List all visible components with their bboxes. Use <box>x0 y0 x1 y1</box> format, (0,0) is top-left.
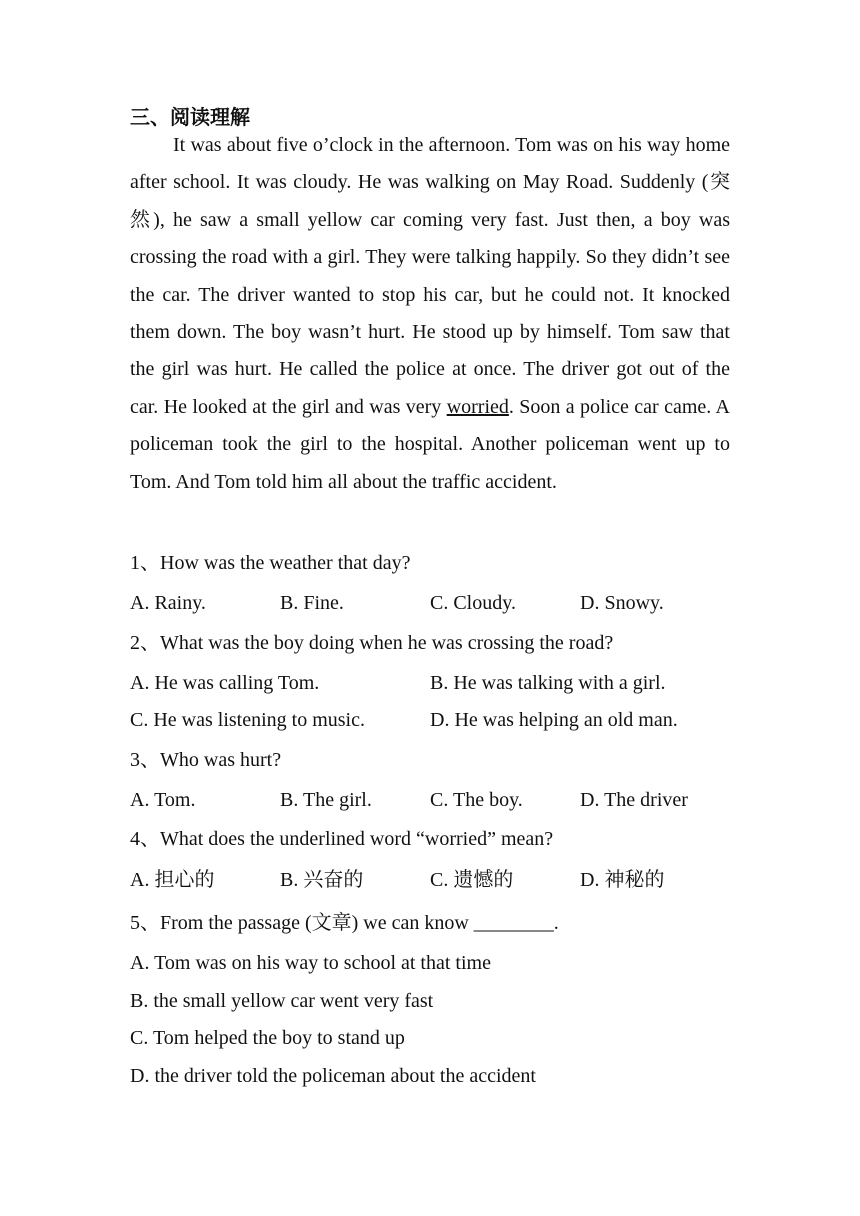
q5-option-d: D. the driver told the policeman about the accident <box>130 1065 536 1087</box>
question-4: 4、What does the underlined word “worried” mean? <box>130 828 554 850</box>
passage-text-part2: . Soon a police car came. A policeman took the girl to the hospital. Another policeman went up to Tom. And Tom told him all about the traffic accident. <box>130 395 730 493</box>
q3-option-b: B. The girl. <box>280 789 372 811</box>
q3-option-c: C. The boy. <box>430 789 523 811</box>
question-1: 1、How was the weather that day? <box>130 552 411 574</box>
q4-option-d: D. 神秘的 <box>580 869 665 891</box>
q1-option-c: C. Cloudy. <box>430 592 516 614</box>
q5-option-b: B. the small yellow car went very fast <box>130 990 434 1012</box>
q1-option-b: B. Fine. <box>280 592 344 614</box>
q3-option-d: D. The driver <box>580 789 688 811</box>
q3-option-a: A. Tom. <box>130 789 196 811</box>
reading-passage <box>130 127 730 501</box>
passage-text-part1: It was about five o’clock in the afternoon. Tom was on his way home after school. It was cloudy. He was walking on May Road. Suddenly (突然), he saw a small yellow car coming very fast. Just then, a boy was crossing the road with a girl. They were talking happily. So they didn’t see the car. The driver wanted to stop his car, but he could not. It knocked them down. The boy wasn’t hurt. He stood up by himself. Tom saw that the girl was hurt. He called the police at once. The driver got out of the car. He looked at the girl and was very <box>130 134 730 418</box>
question-3: 3、Who was hurt? <box>130 749 282 771</box>
q2-option-c: C. He was listening to music. <box>130 709 365 731</box>
q1-option-d: D. Snowy. <box>580 592 664 614</box>
underlined-word: worried <box>446 395 509 418</box>
q5-option-a: A. Tom was on his way to school at that time <box>130 952 491 974</box>
q4-option-b: B. 兴奋的 <box>280 869 364 891</box>
question-5: 5、From the passage (文章) we can know ________. <box>130 912 559 934</box>
q4-option-a: A. 担心的 <box>130 869 215 891</box>
q5-option-c: C. Tom helped the boy to stand up <box>130 1027 405 1049</box>
q2-option-a: A. He was calling Tom. <box>130 672 320 694</box>
q2-option-d: D. He was helping an old man. <box>430 709 678 731</box>
section-heading: 三、阅读理解 <box>130 107 250 129</box>
q4-option-c: C. 遗憾的 <box>430 869 514 891</box>
q1-option-a: A. Rainy. <box>130 592 206 614</box>
question-2: 2、What was the boy doing when he was crossing the road? <box>130 632 614 654</box>
q2-option-b: B. He was talking with a girl. <box>430 672 666 694</box>
